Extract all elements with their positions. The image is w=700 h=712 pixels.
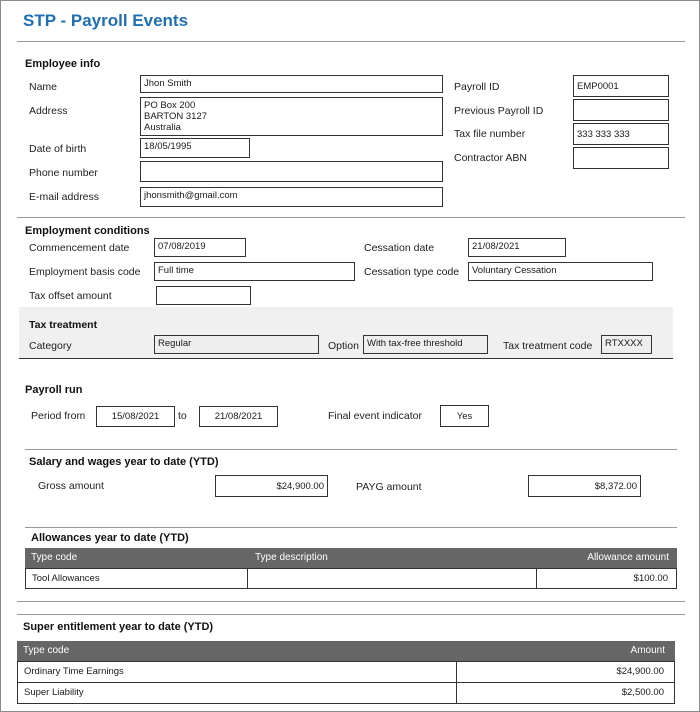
gross-label: Gross amount	[38, 480, 104, 492]
allowances-table-header	[25, 548, 677, 569]
col-type-code: Type code	[23, 645, 70, 656]
payroll-id-field[interactable]: EMP0001	[573, 75, 669, 97]
phone-field[interactable]	[140, 161, 443, 182]
tax-code-label: Tax treatment code	[503, 340, 593, 352]
basis-field[interactable]: Full time	[154, 262, 355, 281]
category-field[interactable]: Regular	[154, 335, 319, 354]
divider	[25, 449, 677, 450]
allowance-type-code: Tool Allowances	[32, 573, 100, 584]
cessation-type-field[interactable]: Voluntary Cessation	[468, 262, 653, 281]
cessation-label: Cessation date	[364, 242, 435, 254]
dob-field[interactable]: 18/05/1995	[140, 138, 250, 158]
name-field[interactable]: Jhon Smith	[140, 75, 443, 93]
address-field[interactable]: PO Box 200 BARTON 3127 Australia	[140, 97, 443, 136]
table-row	[17, 682, 675, 704]
cell-divider	[456, 683, 457, 703]
divider	[17, 217, 685, 218]
period-from-field[interactable]: 15/08/2021	[96, 406, 175, 427]
payg-label: PAYG amount	[356, 481, 422, 493]
col-type-code: Type code	[31, 552, 78, 563]
email-field[interactable]: jhonsmith@gmail.com	[140, 187, 443, 207]
payg-field[interactable]: $8,372.00	[528, 475, 641, 497]
payroll-id-label: Payroll ID	[454, 81, 500, 93]
allowance-amount: $100.00	[633, 573, 668, 584]
col-allowance-amount: Allowance amount	[587, 552, 669, 563]
table-row	[17, 661, 675, 683]
commencement-label: Commencement date	[29, 242, 130, 254]
divider	[25, 527, 677, 528]
payroll-run-heading: Payroll run	[25, 384, 83, 396]
tax-offset-field[interactable]	[156, 286, 251, 305]
final-event-label: Final event indicator	[328, 410, 422, 422]
period-to-field[interactable]: 21/08/2021	[199, 406, 278, 427]
prev-payroll-id-label: Previous Payroll ID	[454, 105, 544, 117]
address-label: Address	[29, 105, 68, 117]
salary-heading: Salary and wages year to date (YTD)	[29, 456, 219, 468]
cell-divider	[456, 662, 457, 682]
abn-label: Contractor ABN	[454, 152, 527, 164]
basis-label: Employment basis code	[29, 266, 141, 278]
divider	[17, 41, 685, 42]
cell-divider	[536, 569, 537, 588]
super-amount: $2,500.00	[621, 687, 664, 698]
name-label: Name	[29, 81, 58, 93]
table-row	[25, 568, 677, 589]
commencement-field[interactable]: 07/08/2019	[154, 238, 246, 257]
phone-label: Phone number	[29, 167, 98, 179]
cell-divider	[247, 569, 248, 588]
gross-field[interactable]: $24,900.00	[215, 475, 328, 497]
super-type-code: Super Liability	[24, 687, 84, 698]
employee-info-heading: Employee info	[25, 58, 101, 70]
abn-field[interactable]	[573, 147, 669, 169]
super-heading: Super entitlement year to date (YTD)	[23, 621, 214, 633]
period-from-label: Period from	[31, 410, 86, 422]
col-amount: Amount	[630, 645, 665, 656]
tfn-field[interactable]: 333 333 333	[573, 123, 669, 145]
tfn-label: Tax file number	[454, 128, 526, 140]
option-label: Option	[328, 340, 359, 352]
tax-treatment-heading: Tax treatment	[29, 319, 98, 331]
cessation-field[interactable]: 21/08/2021	[468, 238, 566, 257]
employment-heading: Employment conditions	[25, 225, 150, 237]
option-field[interactable]: With tax-free threshold	[363, 335, 488, 354]
col-type-description: Type description	[255, 552, 328, 563]
allowances-heading: Allowances year to date (YTD)	[31, 532, 189, 544]
page-title: STP - Payroll Events	[23, 11, 189, 30]
to-label: to	[178, 410, 187, 422]
prev-payroll-id-field[interactable]	[573, 99, 669, 121]
cessation-type-label: Cessation type code	[364, 266, 460, 278]
tax-code-field[interactable]: RTXXXX	[601, 335, 652, 354]
divider	[17, 601, 685, 602]
dob-label: Date of birth	[29, 143, 87, 155]
super-table-header	[17, 641, 675, 662]
super-type-code: Ordinary Time Earnings	[24, 666, 124, 677]
category-label: Category	[29, 340, 72, 352]
final-event-field[interactable]: Yes	[440, 405, 489, 427]
email-label: E-mail address	[29, 191, 100, 203]
tax-offset-label: Tax offset amount	[29, 290, 112, 302]
divider	[17, 614, 685, 615]
super-amount: $24,900.00	[616, 666, 664, 677]
